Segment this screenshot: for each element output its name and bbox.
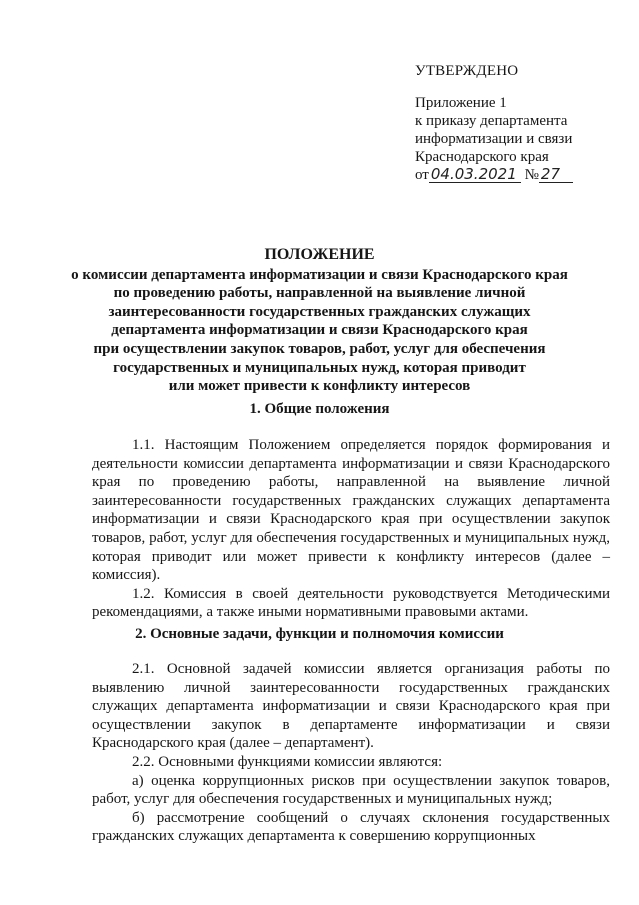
paragraph-2-2: 2.2. Основными функциями комиссии являются:	[132, 753, 443, 770]
paragraph-2-2-a: а) оценка коррупционных рисков при осуществлении закупок товаров, работ, услуг для обеспечения государственных и муниципальных нужд;	[92, 772, 610, 808]
title-line: при осуществлении закупок товаров, работ, услуг для обеспечения	[93, 340, 546, 357]
order-date: 04.03.2021	[429, 166, 521, 183]
title-line: департамента информатизации и связи Краснодарского края	[111, 322, 528, 339]
paragraph-2-1: 2.1. Основной задачей комиссии является организация работы по выявлению личной заинтересованности государственных гражданских служащих департамента информатизации и связи Краснодарского края при осуществлении закупок в департаменте информатизации и связи Краснодарского края (далее – департамент).	[92, 661, 610, 752]
number-label: №	[524, 167, 539, 183]
appendix-label: Приложение 1	[415, 95, 507, 111]
section-1-heading: 1. Общие положения	[249, 401, 390, 417]
title-line: государственных и муниципальных нужд, которая приводит	[113, 359, 526, 376]
paragraph-1-1: 1.1. Настоящим Положением определяется порядок формирования и деятельности комиссии департамента информатизации и связи Краснодарского края по проведению работы, направленной на выявление личной заинтересованности государственных гражданских служащих департамента информатизации и связи Краснодарского края при осуществлении закупок товаров, работ, услуг для обеспечения государственных и муниципальных нужд, которая приводит или может привести к конфликту интересов (далее – комиссия).	[92, 437, 610, 584]
paragraph-1-2: 1.2. Комиссия в своей деятельности руководствуется Методическими рекомендациями, а также иными нормативными правовыми актами.	[92, 585, 610, 621]
appendix-line-2: информатизации и связи	[415, 131, 573, 147]
order-date-number	[415, 166, 573, 184]
approval-stamp	[415, 62, 573, 184]
section-1-body	[92, 436, 610, 622]
appendix-line-1: к приказу департамента	[415, 113, 568, 129]
section-2-heading: 2. Основные задачи, функции и полномочия комиссии	[135, 626, 504, 642]
document-title	[0, 246, 639, 396]
title-line: заинтересованности государственных гражданских служащих	[108, 303, 531, 320]
section-2-body	[92, 660, 610, 846]
from-label: от	[415, 167, 429, 183]
title-line: о комиссии департамента информатизации и связи Краснодарского края	[71, 266, 568, 283]
paragraph-2-2-b: б) рассмотрение сообщений о случаях склонения государственных гражданских служащих департамента к совершению коррупционных	[92, 809, 610, 845]
order-number: 27	[539, 166, 573, 183]
title-line: или может привести к конфликту интересов	[168, 378, 471, 395]
appendix-line-3: Краснодарского края	[415, 149, 549, 165]
title-heading: ПОЛОЖЕНИЕ	[264, 246, 375, 263]
title-line: по проведению работы, направленной на выявление личной	[113, 285, 526, 302]
approved-label: УТВЕРЖДЕНО	[415, 63, 519, 79]
